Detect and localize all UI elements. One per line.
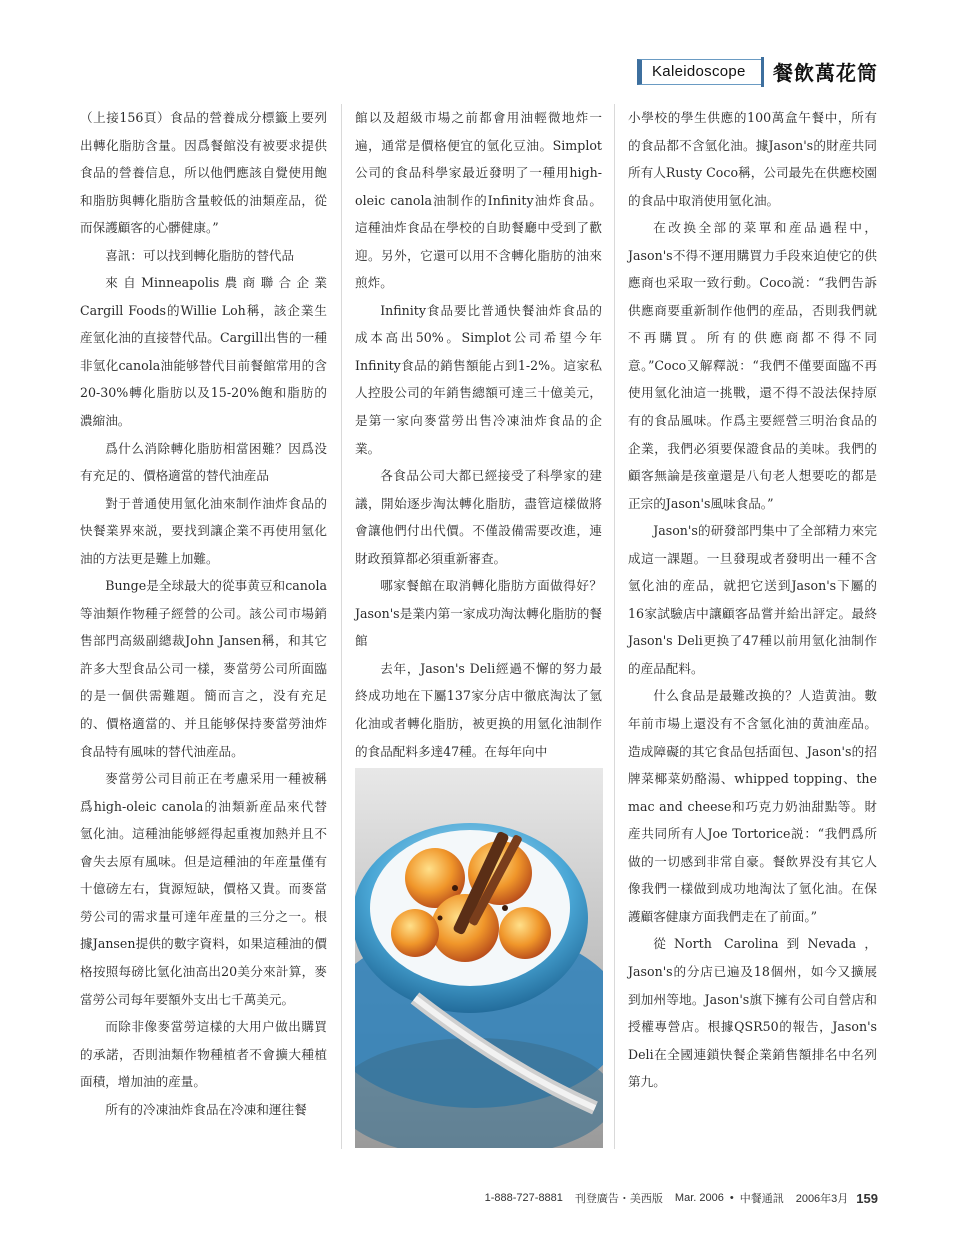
food-photo	[355, 768, 603, 1148]
paragraph: 從North Carolina到Nevada，Jason's的分店已遍及18個州，如今又擴展到加州等地。Jason's旗下擁有公司自營店和授權專營店。根據QSR50的報告，Jason's Deli在全國連鎖快餐企業銷售額排名中名列第九。	[628, 936, 877, 1090]
paragraph: 麥當勞公司目前正在考慮采用一種被稱爲high-oleic canola的油類新産品來代替氫化油。這種油能够經得起重複加熱并且不會失去原有風味。但是這種油的年産量僅有十億磅左右，貨源短缺，價格又貴。而麥當勞公司的需求量可達年産量的三分之一。根據Jansen提供的數字資料，如果這種油的價格按照每磅比氫化油高出20美分來計算，麥當勞公司每年要額外支出七千萬美元。	[80, 771, 327, 1007]
footer-phone: 1-888-727-8881	[484, 1192, 563, 1204]
paragraph: 爲什么消除轉化脂肪相當困難？因爲没有充足的、價格適當的替代油産品	[80, 440, 327, 484]
column-divider-2	[614, 104, 615, 1149]
paragraph: 在改换全部的菜單和産品過程中，Jason's不得不運用購買力手段來迫使它的供應商也采取一致行動。Coco説：“我們告訴供應商要重新制作他們的産品，否則我們就不再購買。所有的供應商都不得不同意。”Coco又解釋説：“我們不僅要面臨不再使用氫化油這一挑戰，還不得不設法保持原有的食品風味。作爲主要經營三明治食品的企業，我們必須要保證食品的美味。我們的顧客無論是孩童還是八旬老人想要吃的都是正宗的Jason's風味食品。”	[628, 220, 877, 511]
page-footer	[470, 1188, 878, 1208]
header-divider	[761, 57, 764, 87]
paragraph: Bunge是全球最大的從事黄豆和canola等油類作物種子經營的公司。該公司市場銷售部門高級副總裁John Jansen稱，和其它許多大型食品公司一樣，麥當勞公司所面臨的是一個供需難題。簡而言之，没有充足的、價格適當的、并且能够保持麥當勞油炸食品特有風味的替代油産品。	[80, 578, 327, 759]
section-header	[637, 57, 883, 87]
paragraph: 小學校的學生供應的100萬盒午餐中，所有的食品都不含氫化油。據Jason's的財産共同所有人Rusty Coco稱，公司最先在供應校園的食品中取消使用氫化油。	[628, 110, 877, 208]
footer-bullet: •	[729, 1192, 734, 1204]
footer-date-cn: 2006年3月	[795, 1193, 849, 1205]
paragraph: 來自Minneapolis農商聯合企業Cargill Foods的Willie Loh稱，該企業生産氫化油的直接替代品。Cargill出售的一種非氫化canola油能够替代目前餐館常用的含20-30%轉化脂肪以及15-20%飽和脂肪的濃縮油。	[80, 275, 327, 429]
paragraph: 去年，Jason's Deli經過不懈的努力最終成功地在下屬137家分店中徹底淘汰了氫化油或者轉化脂肪，被更换的用氫化油制作的食品配料多達47種。在每年向中	[355, 660, 602, 759]
paragraph: Infinity食品要比普通快餐油炸食品的成本高出50%。Simplot公司希望今年Infinity食品的銷售額能占到1-2%。這家私人控股公司的年銷售總額可達三十億美元，是第一家向麥當勞出售冷凍油炸食品的企業。	[355, 302, 602, 456]
article-column-3	[628, 104, 877, 1096]
section-title-cn: 餐飲萬花筒	[773, 61, 878, 85]
paragraph: 對于普通使用氫化油來制作油炸食品的快餐業界來説，要找到讓企業不再使用氫化油的方法更是難上加難。	[80, 495, 327, 566]
page-number: 159	[856, 1190, 878, 1206]
paragraph: （上接156頁）食品的營養成分標籤上要列出轉化脂肪含量。因爲餐館没有被要求提供食品的營養信息，所以他們應該自覺使用飽和脂肪與轉化脂肪含量較低的油類産品，從而保護顧客的心髒健康。”	[80, 110, 327, 236]
paragraph: 館以及超級市場之前都會用油輕微地炸一遍，通常是價格便宜的氫化豆油。Simplot公司的食品科學家最近發明了一種用high-oleic canola油制作的Infinity油炸食品。這種油炸食品在學校的自助餐廳中受到了歡迎。另外，它還可以用不含轉化脂肪的油來煎炸。	[355, 110, 602, 291]
section-label-box	[637, 59, 761, 85]
footer-publication: 中餐通訊	[739, 1193, 784, 1205]
footer-ad: 刊登廣告・美西版	[574, 1193, 663, 1205]
paragraph: 什么食品是最難改换的？人造黄油。數年前市場上還没有不含氫化油的黄油産品。造成障礙的其它食品包括面包、Jason's的招牌菜椰菜奶酪湯、whipped topping、the mac and cheese和巧克力奶油甜點等。財産共同所有人Joe Tortorice説：“我們爲所做的一切感到非常自豪。餐飲界没有其它人像我們一樣做到成功地淘汰了氫化油。在保護顧客健康方面我們走在了前面。”	[628, 688, 877, 924]
section-title-en: Kaleidoscope	[652, 63, 746, 80]
paragraph: 哪家餐館在取消轉化脂肪方面做得好？Jason's是業内第一家成功淘汰轉化脂肪的餐館	[355, 578, 602, 649]
column-divider-1	[341, 104, 342, 1149]
paragraph: 各食品公司大都已經接受了科學家的建議，開始逐步淘汰轉化脂肪，盡管這樣做將會讓他們付出代價。不僅設備需要改進，連財政預算都必須重新審查。	[355, 468, 602, 566]
footer-date-en: Mar. 2006	[674, 1192, 724, 1204]
paragraph: Jason's的研發部門集中了全部精力來完成這一課題。一旦發現或者發明出一種不含氫化油的産品，就把它送到Jason's下屬的16家試驗店中讓顧客品嘗并給出評定。最終Jason's Deli更换了47種以前用氫化油制作的産品配料。	[628, 523, 877, 676]
article-column-1	[80, 104, 327, 1123]
paragraph: 所有的冷凍油炸食品在冷凍和運往餐	[105, 1101, 307, 1117]
paragraph: 喜訊：可以找到轉化脂肪的替代品	[105, 247, 295, 263]
paragraph: 而除非像麥當勞這樣的大用户做出購買的承諾，否則油類作物種植者不會擴大種植面積，增加油的産量。	[80, 1019, 327, 1090]
article-column-2	[355, 104, 602, 765]
